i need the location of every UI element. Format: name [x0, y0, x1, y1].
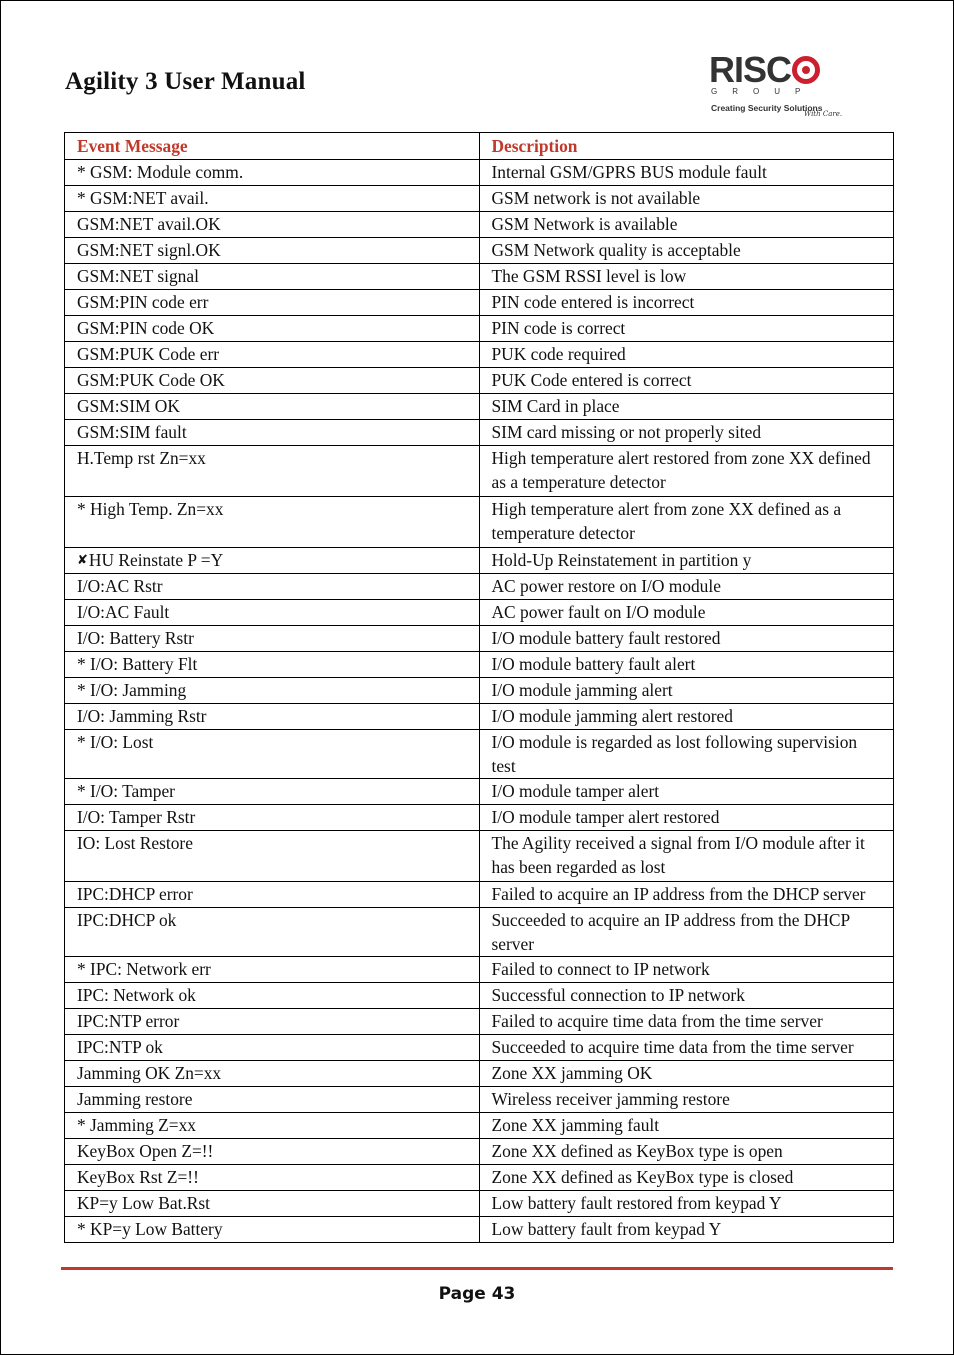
event-message-text: * Jamming Z=xx — [77, 1115, 196, 1135]
event-message-text: I/O:AC Rstr — [77, 576, 163, 596]
table-row — [65, 264, 894, 290]
description-cell: Low battery fault from keypad Y — [479, 1217, 894, 1243]
event-message-cell — [65, 908, 480, 957]
event-message-text: * High Temp. Zn=xx — [77, 499, 224, 519]
event-message-cell — [65, 342, 480, 368]
event-message-cell — [65, 1113, 480, 1139]
event-message-cell — [65, 600, 480, 626]
event-message-cell — [65, 186, 480, 212]
logo-tagline: Creating Security Solutions — [711, 103, 823, 113]
event-message-cell — [65, 574, 480, 600]
event-message-cell — [65, 1087, 480, 1113]
description-cell: Zone XX defined as KeyBox type is open — [479, 1139, 894, 1165]
description-cell: The Agility received a signal from I/O module after it has been regarded as lost — [479, 831, 894, 882]
crossed-tools-icon: ✘ — [77, 552, 88, 567]
event-message-cell — [65, 983, 480, 1009]
event-message-text: GSM:NET signal — [77, 266, 199, 286]
event-message-text: IPC:DHCP error — [77, 884, 193, 904]
table-row — [65, 678, 894, 704]
event-message-text: * I/O: Battery Flt — [77, 654, 198, 674]
event-message-text: * GSM:NET avail. — [77, 188, 209, 208]
event-message-cell — [65, 420, 480, 446]
table-row — [65, 1165, 894, 1191]
event-message-text: I/O: Battery Rstr — [77, 628, 194, 648]
page-number: Page 43 — [438, 1284, 516, 1304]
description-cell: Internal GSM/GPRS BUS module fault — [479, 160, 894, 186]
logo-o-icon — [792, 56, 820, 84]
event-message-cell — [65, 730, 480, 779]
description-cell: Wireless receiver jamming restore — [479, 1087, 894, 1113]
event-message-text: GSM:SIM OK — [77, 396, 180, 416]
table-row — [65, 574, 894, 600]
event-message-text: KP=y Low Bat.Rst — [77, 1193, 211, 1213]
description-cell: I/O module tamper alert restored — [479, 805, 894, 831]
event-message-text: KeyBox Open Z=!! — [77, 1141, 214, 1161]
table-row — [65, 394, 894, 420]
event-message-text: IPC:NTP error — [77, 1011, 180, 1031]
description-cell: Succeeded to acquire an IP address from the DHCP server — [479, 908, 894, 957]
event-message-text: IPC: Network ok — [77, 985, 196, 1005]
event-message-cell — [65, 678, 480, 704]
event-message-text: I/O: Tamper Rstr — [77, 807, 196, 827]
event-message-cell — [65, 264, 480, 290]
event-message-cell — [65, 1165, 480, 1191]
event-message-text: * I/O: Lost — [77, 732, 154, 752]
event-message-cell — [65, 394, 480, 420]
event-message-cell — [65, 212, 480, 238]
description-cell: SIM card missing or not properly sited — [479, 420, 894, 446]
description-cell: I/O module is regarded as lost following supervision test — [479, 730, 894, 779]
event-message-cell — [65, 290, 480, 316]
table-row — [65, 730, 894, 779]
event-message-text: * I/O: Jamming — [77, 680, 187, 700]
event-message-cell — [65, 957, 480, 983]
event-message-cell — [65, 316, 480, 342]
event-message-text: Jamming OK Zn=xx — [77, 1063, 222, 1083]
event-message-cell — [65, 831, 480, 882]
column-header-event: Event Message — [65, 133, 480, 160]
description-cell: Failed to connect to IP network — [479, 957, 894, 983]
table-row — [65, 368, 894, 394]
table-row — [65, 290, 894, 316]
event-message-cell — [65, 160, 480, 186]
footer-divider — [61, 1267, 893, 1270]
event-message-cell — [65, 1217, 480, 1243]
document-title: Agility 3 User Manual — [65, 68, 306, 95]
event-message-text: GSM:PIN code err — [77, 292, 209, 312]
event-message-text: I/O: Jamming Rstr — [77, 706, 207, 726]
event-message-text: IPC:NTP ok — [77, 1037, 163, 1057]
table-row — [65, 1217, 894, 1243]
table-row — [65, 420, 894, 446]
event-message-text: * I/O: Tamper — [77, 781, 175, 801]
event-message-cell — [65, 497, 480, 548]
table-row — [65, 316, 894, 342]
event-message-table — [64, 132, 894, 1243]
event-message-text: H.Temp rst Zn=xx — [77, 448, 206, 468]
description-cell: Succeeded to acquire time data from the time server — [479, 1035, 894, 1061]
description-cell: High temperature alert from zone XX defined as a temperature detector — [479, 497, 894, 548]
table-row — [65, 908, 894, 957]
table-row — [65, 1087, 894, 1113]
table-row — [65, 1139, 894, 1165]
event-message-cell — [65, 652, 480, 678]
table-row — [65, 342, 894, 368]
description-cell: I/O module jamming alert restored — [479, 704, 894, 730]
table-row — [65, 1191, 894, 1217]
description-cell: I/O module tamper alert — [479, 779, 894, 805]
event-message-cell — [65, 1139, 480, 1165]
event-message-cell — [65, 446, 480, 497]
event-message-cell — [65, 1009, 480, 1035]
logo-tagline-script: With Care. — [804, 110, 843, 118]
event-message-cell — [65, 882, 480, 908]
table-row — [65, 1113, 894, 1139]
description-cell: GSM network is not available — [479, 186, 894, 212]
table-row — [65, 160, 894, 186]
table-row — [65, 446, 894, 497]
description-cell: PIN code entered is incorrect — [479, 290, 894, 316]
table-row — [65, 497, 894, 548]
description-cell: I/O module battery fault restored — [479, 626, 894, 652]
description-cell: Failed to acquire an IP address from the DHCP server — [479, 882, 894, 908]
event-message-cell — [65, 368, 480, 394]
logo-wordmark: RISC — [709, 52, 820, 88]
description-cell: PUK Code entered is correct — [479, 368, 894, 394]
table-row — [65, 882, 894, 908]
table-row — [65, 548, 894, 574]
description-cell: PUK code required — [479, 342, 894, 368]
event-message-text: * GSM: Module comm. — [77, 162, 244, 182]
table-row — [65, 805, 894, 831]
event-message-text: I/O:AC Fault — [77, 602, 170, 622]
description-cell: Hold-Up Reinstatement in partition y — [479, 548, 894, 574]
event-message-cell — [65, 626, 480, 652]
description-cell: GSM Network quality is acceptable — [479, 238, 894, 264]
table-row — [65, 1061, 894, 1087]
description-cell: AC power restore on I/O module — [479, 574, 894, 600]
description-cell: I/O module jamming alert — [479, 678, 894, 704]
event-message-cell — [65, 1035, 480, 1061]
event-message-text: GSM:NET avail.OK — [77, 214, 221, 234]
risco-logo — [709, 49, 849, 122]
table-row — [65, 779, 894, 805]
description-cell: Zone XX jamming OK — [479, 1061, 894, 1087]
description-cell: Zone XX jamming fault — [479, 1113, 894, 1139]
event-message-text: GSM:NET signl.OK — [77, 240, 221, 260]
description-cell: High temperature alert restored from zone XX defined as a temperature detector — [479, 446, 894, 497]
description-cell: PIN code is correct — [479, 316, 894, 342]
event-message-text: GSM:SIM fault — [77, 422, 187, 442]
event-message-text: IO: Lost Restore — [77, 833, 193, 853]
event-message-cell — [65, 1061, 480, 1087]
event-message-text: * IPC: Network err — [77, 959, 211, 979]
logo-group-text: GROUP — [711, 87, 816, 96]
table-row — [65, 957, 894, 983]
event-message-text: Jamming restore — [77, 1089, 193, 1109]
event-message-text: GSM:PUK Code err — [77, 344, 220, 364]
description-cell: Failed to acquire time data from the time server — [479, 1009, 894, 1035]
table-header-row — [65, 133, 894, 160]
table-row — [65, 212, 894, 238]
table-row — [65, 186, 894, 212]
description-cell: The GSM RSSI level is low — [479, 264, 894, 290]
description-cell: I/O module battery fault alert — [479, 652, 894, 678]
event-message-text: GSM:PIN code OK — [77, 318, 215, 338]
table-row — [65, 1035, 894, 1061]
table-row — [65, 831, 894, 882]
event-message-cell — [65, 548, 480, 574]
event-message-text: HU Reinstate P =Y — [88, 550, 224, 570]
event-message-cell — [65, 805, 480, 831]
table-row — [65, 704, 894, 730]
description-cell: Successful connection to IP network — [479, 983, 894, 1009]
event-message-cell — [65, 704, 480, 730]
table-row — [65, 600, 894, 626]
table-row — [65, 983, 894, 1009]
description-cell: AC power fault on I/O module — [479, 600, 894, 626]
event-message-cell — [65, 238, 480, 264]
table-row — [65, 626, 894, 652]
column-header-description: Description — [479, 133, 894, 160]
event-message-text: GSM:PUK Code OK — [77, 370, 225, 390]
event-message-cell — [65, 1191, 480, 1217]
description-cell: SIM Card in place — [479, 394, 894, 420]
event-message-text: IPC:DHCP ok — [77, 910, 177, 930]
description-cell: GSM Network is available — [479, 212, 894, 238]
table-row — [65, 238, 894, 264]
description-cell: Zone XX defined as KeyBox type is closed — [479, 1165, 894, 1191]
event-message-text: KeyBox Rst Z=!! — [77, 1167, 199, 1187]
event-message-cell — [65, 779, 480, 805]
description-cell: Low battery fault restored from keypad Y — [479, 1191, 894, 1217]
table-row — [65, 652, 894, 678]
event-message-text: * KP=y Low Battery — [77, 1219, 223, 1239]
table-row — [65, 1009, 894, 1035]
